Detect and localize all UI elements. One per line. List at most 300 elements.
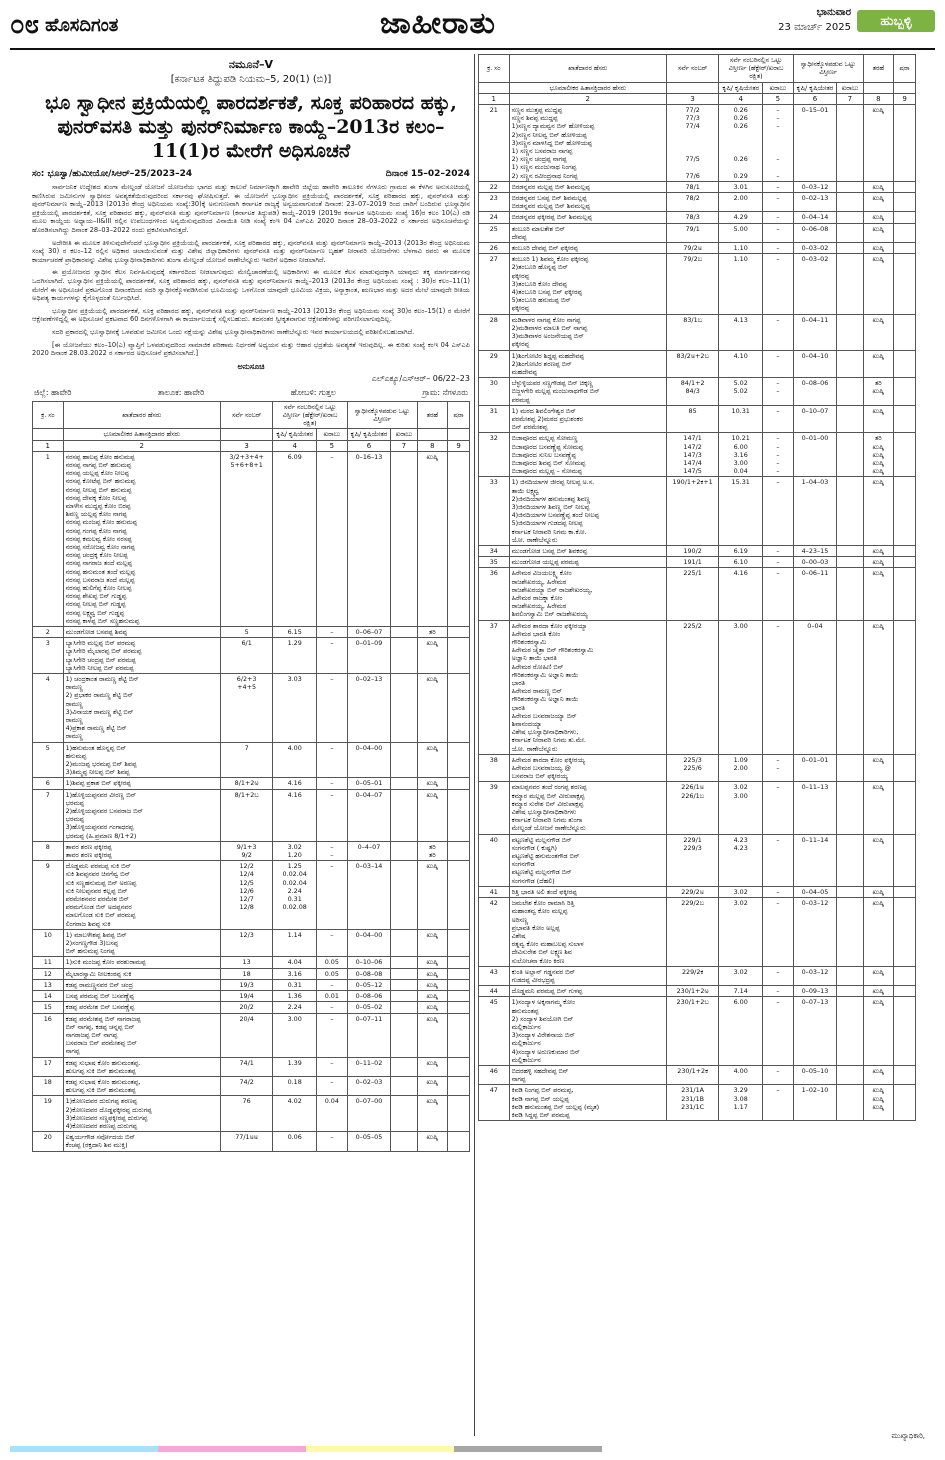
table-row (479, 405, 916, 433)
row-acquire-kharab (837, 243, 863, 254)
row-type: ಖುಷ್ಕಿ (417, 1076, 448, 1095)
row-acquire: 0–03–12 (793, 181, 837, 192)
row-sl: 35 (479, 557, 510, 568)
row-sl: 7 (33, 789, 64, 841)
col-krushi: ಕೃಷಿ/ ಕೃಷಿಯೇತರ (719, 82, 763, 93)
row-remarks (894, 314, 916, 350)
row-sl: 41 (479, 886, 510, 897)
row-acquire: 0–06–07 (347, 626, 391, 637)
row-acquire: 0–04–11 (793, 314, 837, 350)
row-remarks (894, 223, 916, 242)
row-owner: 1)ಶಿಂಗೋಟಿರ ಶಿದ್ದಪ್ಪ ಮಹದೇವಪ್ಪ 2)ಶಿಂಗೋಟಿರ ಶರಣಪ್ಪ ಬಿನ್ ಮಹದೇವಪ್ಪ (509, 350, 666, 378)
row-sl: 28 (479, 314, 510, 350)
taluk: ತಾಲೂಕ: ಹಾವೇರಿ (157, 387, 205, 397)
row-survey: 76 (220, 1096, 272, 1132)
row-remarks (894, 212, 916, 223)
row-acquire: 0–03–12 (793, 898, 837, 967)
row-kharab: – (317, 742, 348, 778)
row-area: 2.00 (719, 193, 763, 212)
row-acquire-kharab (391, 626, 417, 637)
notice-paragraph: ಸದರಿ ಪ್ರಕಾರದಲ್ಲಿ ಭೂಸ್ವಾಧೀನಕ್ಕೆ ಒಳಪಡುವ ಜಮೀನಿನ ಒಂದು ನಕ್ಷೆಯನ್ನು ವಿಶೇಷ ಭೂಸ್ವಾಧೀನಾಧಿಕಾರಿಗಳು ರಾಣೇಬೆನ್ನೂರು ಇವರ ಕಾರ್ಯಾಲಯದಲ್ಲಿ ಪರಿಶೀಲಿಸಬಹುದಾಗಿದೆ. (52, 327, 415, 336)
row-kharab: 0.05 (317, 968, 348, 979)
table-row (479, 754, 916, 782)
table-row (479, 1065, 916, 1084)
col-owner-sub: ಭೂಮಾಲೀಕರ ಹಿತಾಸಕ್ತಿದಾರರ ಹೆಸರು (509, 82, 666, 93)
row-remarks (894, 193, 916, 212)
row-owner: ಮಡಿವಾಳರ ನಾಗಪ್ಪ ಕೋಂ ನಾಗಪ್ಪ 2)ಮಡಿವಾಳರ ಮಾಲತಿ ಬಿನ್ ನಾಗಪ್ಪ 3)ಮಡಿವಾಳರ ಅಂಜನೇಯಪ್ಪ ಬಿನ್ ಫಕ್ಕೀರಪ್ಪ (509, 314, 666, 350)
table-row (479, 966, 916, 985)
row-survey: 226/1ಅ 226/1ಬ (666, 782, 718, 834)
row-acquire-kharab (837, 834, 863, 886)
row-survey: 78/2 (666, 193, 718, 212)
row-sl: 21 (479, 105, 510, 182)
row-acquire: 0–03–14 (347, 861, 391, 930)
row-area: 1.09 2.00 (719, 754, 763, 782)
row-remarks (894, 181, 916, 192)
column-number: 1 (479, 93, 510, 104)
row-remarks (448, 451, 470, 626)
column-number: 9 (448, 440, 470, 451)
row-acquire-kharab (837, 1085, 863, 1121)
row-survey: 6/2+3 +4+5 (220, 673, 272, 742)
table-row (479, 314, 916, 350)
row-area: 1.14 (273, 929, 317, 957)
row-type: ಖುಷ್ಕಿ (863, 223, 894, 242)
table-row (33, 1002, 470, 1013)
row-remarks (894, 557, 916, 568)
row-kharab: – (763, 834, 794, 886)
row-type: ಖುಷ್ಕಿ (863, 782, 894, 834)
col-survey: ಸರ್ವೆ ನಂಬರ್ (666, 55, 718, 83)
row-type: ಖುಷ್ಕಿ (417, 1096, 448, 1132)
row-type: ಖುಷ್ಕಿ (417, 957, 448, 968)
row-acquire: 0–01–00 (793, 433, 837, 477)
row-survey: 79/2ಬ (666, 254, 718, 314)
row-acquire: 0–05–05 (347, 1132, 391, 1151)
schedule-table-right (478, 54, 916, 1121)
row-type: ಖುಷ್ಕಿ (863, 1065, 894, 1084)
row-survey: 13 (220, 957, 272, 968)
column-number: 8 (417, 440, 448, 451)
row-remarks (448, 957, 470, 968)
row-area: 4.04 (273, 957, 317, 968)
col-acquire-area: ಸ್ವಾಧೀನಕ್ಕೊಳಪಡುವ ಒಟ್ಟು ವಿಸ್ತೀರ್ಣ (793, 55, 863, 83)
row-acquire: 0–05–01 (347, 778, 391, 789)
col-type: ತರಹೆ (417, 401, 448, 429)
row-owner: ತಂಬೂರಿ ಮಾಲತೇಶ ಬಿನ್ ದೇವಪ್ಪ (509, 223, 666, 242)
row-area: 3.00 (273, 1013, 317, 1057)
row-acquire-kharab (391, 979, 417, 990)
row-survey: 230/1+2ಅ (666, 986, 718, 997)
table-row (33, 991, 470, 1002)
row-sl: 33 (479, 477, 510, 546)
table-row (33, 841, 470, 860)
row-area: 1.25 0.02.04 0.02.04 2.24 0.31 0.02.08 (273, 861, 317, 930)
row-kharab: – (763, 886, 794, 897)
row-owner: ತಾವರ ಶರಣ ಫಕ್ಕೀರಪ್ಪ ತಾವರ ಶರಣ ಫಕ್ಕೀರಪ್ಪ (63, 841, 220, 860)
row-survey: 231/1A 231/1B 231/1C (666, 1085, 718, 1121)
row-kharab: – (763, 477, 794, 546)
row-acquire: 0–06–11 (793, 568, 837, 620)
row-survey: 12/2 12/4 12/5 12/6 12/7 12/8 (220, 861, 272, 930)
col-kharab: ಖರಾಬು (391, 429, 417, 440)
row-remarks (448, 638, 470, 674)
row-acquire: 0–08–08 (347, 968, 391, 979)
row-area: 3.02 (719, 966, 763, 985)
row-remarks (448, 626, 470, 637)
table-row (479, 986, 916, 997)
row-sl: 47 (479, 1085, 510, 1121)
row-acquire: 1–04–03 (793, 477, 837, 546)
row-area: 6.09 (273, 451, 317, 626)
table-row (479, 350, 916, 378)
row-acquire: 0–01–09 (347, 638, 391, 674)
issue-day: ಭಾನುವಾರ (816, 7, 851, 18)
row-remarks (894, 378, 916, 406)
row-sl: 10 (33, 929, 64, 957)
row-owner: ಬಿದರಹಳ್ಳಿ ಸಹದೇವಪ್ಪ ಬಿನ್ ನಾಗಪ್ಪ (509, 1065, 666, 1084)
row-type: ಖುಷ್ಕಿ (863, 243, 894, 254)
row-owner: ಸಣ್ಣನ ಮುತ್ತಪ್ಪ ಮುದ್ದಪ್ಪ ಸಣ್ಣನ ಶಿವಪ್ಪ ಮುದ್ದಪ್ಪ 1)ಸಣ್ಣನ ದ್ಯಾಮವ್ವನ ಬಿನ್ ಹೋಳಿಯಪ್ಪ 2)ಸಣ್ಣನ ನೀಲವ್ವ ಬಿನ್ ಹೋಳಿಯಪ್ಪ 3)ಸಣ್ಣನ ಮಾಳಸಿದ್ದ ಬಿನ್ ಹೋಳಿಯಪ್ಪ 1) ಸಣ್ಣನ ಬಸವರಾಜ ನಾಗಪ್ಪ 2) ಸಣ್ಣನ ಚಂದ್ರಪ್ಪ ನಾಗಪ್ಪ 1) ಸಣ್ಣನ ಮಂಜುನಾಥ ನಿಂಗಪ್ಪ 2) ಸಣ್ಣನ ರವೀಂದ್ರನಾಥ ನಿಂಗಪ್ಪ (509, 105, 666, 182)
row-kharab: – (317, 1076, 348, 1095)
row-survey: 18 (220, 968, 272, 979)
row-area: 4.10 (719, 350, 763, 378)
row-owner: 1)ಹೊಳ್ಳಿಯಪ್ಪನವರ ವೀರಣ್ಣ ಬಿನ್ ಭರಮಪ್ಪ 2)ಹೊಳ್ಳಿಯಪ್ಪನವರ ಬಸವರಾಜ ಬಿನ್ ಭರಮಪ್ಪ 3)ಹೊಳ್ಳಿಯಪ್ಪನವರ ಗಂಗಾಧರಪ್ಪ ಭರಮಪ್ಪ (ಹಿ.ಪ್ರಮಾಣ 8/1+2) (63, 789, 220, 841)
row-area: 5.02 5.02 (719, 378, 763, 406)
table-row (479, 193, 916, 212)
row-survey: 9/1+3 9/2 (220, 841, 272, 860)
row-type: ಖುಷ್ಕಿ (417, 929, 448, 957)
row-area: 4.16 (273, 778, 317, 789)
row-area: 3.02 3.00 (719, 782, 763, 834)
row-sl: 36 (479, 568, 510, 620)
row-area: 6.00 (719, 997, 763, 1066)
row-kharab: – (317, 626, 348, 637)
col-owner: ಖಾತೆದಾರರ ಹೆಸರು (509, 55, 666, 83)
row-area: 5.00 (719, 223, 763, 242)
row-type: ಖುಷ್ಕಿ (417, 1002, 448, 1013)
row-acquire: 0–01–01 (793, 754, 837, 782)
row-remarks (448, 1132, 470, 1151)
row-acquire: 0–11–14 (793, 834, 837, 886)
row-acquire: 0–02–03 (347, 1076, 391, 1095)
col-krushi: ಕೃಷಿ/ ಕೃಷಿಯೇತರ (347, 429, 391, 440)
column-number: 6 (347, 440, 391, 451)
table-row (479, 557, 916, 568)
row-type: ಖುಷ್ಕಿ (863, 314, 894, 350)
row-area: 6.10 (719, 557, 763, 568)
row-acquire-kharab (391, 861, 417, 930)
row-type: ಖುಷ್ಕಿ (417, 673, 448, 742)
row-owner: ಬಿರಡನ್ನವರ ಮಲ್ಲಪ್ಪ ಬಿನ್ ಶಿವಮಲ್ಲಪ್ಪ (509, 181, 666, 192)
row-owner: ಹಿರೇಮಠ ಶಾರದಾ ಕೋಂ ಫಕ್ಕೀರಯ್ಯಾ ಹಿರೇಮಠ ಭಾರತಿ ಕೋಂ ಗೌರಿಶಂಕರಸ್ವಾಮಿ ಹಿರೇಮಠ ಚೈತ್ರಾ ಬಿನ್ ಗೌರಿಶಂಕರಸ್ವಾಮಿ ಅಜ್ಞಾನಿ ತಾಯಿ ಭಾರತಿ ಹಿರೇಮಠ ರೋಹಿಣಿ ಬಿನ್ ಗೌರಿಶಂಕರಸ್ವಾಮಿ ಅಜ್ಞಾನಿ ತಾಯಿ ಭಾರತಿ ಹಿರೇಮಠ ರಾಮಣ್ಣ ಬಿನ್ ಗೌರಿಶಂಕರಸ್ವಾಮಿ ಅಜ್ಞಾನಿ ತಾಯಿ ಭಾರತಿ ಹಿರೇಮಠ ಬಸವರಾಜಯ್ಯಾ ಬಿನ್ ಶಿವಾನಂದಯ್ಯಾ ವಿಶೇಷ ಭೂಸ್ವಾಧೀನಾಧಿಕಾರಿಗಳು, ಕರ್ನಾಟಕ ನೀರಾವರಿ ನಿಗಮ ತು.ಮೇ. ಯೋ. ರಾಣೇಬೆನ್ನೂರು (509, 620, 666, 754)
table-row (479, 254, 916, 314)
row-kharab: – (317, 929, 348, 957)
row-owner: ಐಶ್ವರ್ಯಗೌಡ ಸರ್ವೋದಯ ಬಿನ್ ಕೆಂಚಪ್ಪ (ರಕ್ತದಾನಿ ಶಿವ ಮುಕ್ತಿ) (63, 1132, 220, 1151)
column-number: 3 (666, 93, 718, 104)
row-acquire-kharab (837, 105, 863, 182)
column-number: 4 (273, 440, 317, 451)
row-kharab: – (763, 193, 794, 212)
row-acquire: 0–4–07 (347, 841, 391, 860)
row-type: ಖುಷ್ಕಿ (417, 638, 448, 674)
row-remarks (894, 254, 916, 314)
table-row (33, 673, 470, 742)
row-sl: 20 (33, 1132, 64, 1151)
footer-signature: ಮುಖ್ಯಾಧಿಕಾರಿ, (891, 1432, 925, 1440)
row-acquire: 0–09–13 (793, 986, 837, 997)
row-remarks (894, 433, 916, 477)
col-owner: ಖಾತೆದಾರರ ಹೆಸರು (63, 401, 220, 429)
table-row (479, 997, 916, 1066)
row-area: 10.21 6.00 3.16 3.00 0.04 (719, 433, 763, 477)
table-row (479, 886, 916, 897)
row-kharab: – (763, 986, 794, 997)
row-area: 4.00 (273, 742, 317, 778)
row-acquire: 0–10–07 (793, 405, 837, 433)
row-owner: ಕುಂತಿ ಅಲ್ಲಾನ್ ಗಡ್ಡನವರ ಬಿನ್ ಗುಡದಪ್ಪ ವೀರಭದ್ರಪ್ಪ (509, 966, 666, 985)
table-row (33, 742, 470, 778)
row-survey: 19/4 (220, 991, 272, 1002)
row-kharab: – (763, 557, 794, 568)
row-sl: 39 (479, 782, 510, 834)
col-remarks: ಷರಾ (894, 55, 916, 83)
row-acquire: 0–00–03 (793, 557, 837, 568)
row-remarks (448, 841, 470, 860)
row-survey: 83/1ಬ (666, 314, 718, 350)
row-kharab: – – – – – (763, 105, 794, 182)
row-remarks (894, 1065, 916, 1084)
row-acquire: 0–04–00 (347, 742, 391, 778)
reference-date: ದಿನಾಂಕ 15–02–2024 (385, 169, 470, 179)
row-remarks (448, 861, 470, 930)
row-type: ಖುಷ್ಕಿ (863, 966, 894, 985)
row-acquire-kharab (391, 1002, 417, 1013)
row-survey: 78/3 (666, 212, 718, 223)
row-owner: ಬ್ಯಾಸಿಗೇರಿ ಮಲ್ಲಪ್ಪ ಬಿನ್ ಪರಮಪ್ಪ ಬ್ಯಾಸಿಗೇರಿ ಮೈಲಾರಪ್ಪ ಬಿನ್ ಪರಮಪ್ಪ ಬ್ಯಾಸಿಗೇರಿ ಚಂದ್ರಪ್ಪ ಬಿನ್ ಪರಮಪ್ಪ ಬ್ಯಾಸಿಗೇರಿ ನೀಲಪ್ಪ ಬಿನ್ ಪರಮಪ್ಪ (63, 638, 220, 674)
col-krushi: ಕೃಷಿ/ ಕೃಷಿಯೇತರ (273, 429, 317, 440)
row-acquire: 0–08–06 (793, 378, 837, 406)
row-acquire: 0–04–00 (347, 929, 391, 957)
row-acquire-kharab (391, 778, 417, 789)
row-owner: ದೊಡ್ಡಮನಿ ಪರಮಪ್ಪ ಸುಕಿ ಬಿನ್ ಸುಕಿ ಶಿವಪ್ಪನವರ ಚಿನಗೆವ್ವ ಬಿನ್ ಸುಕಿ ಸಣ್ಣಹನುಮಪ್ಪ ಬಿನ್ ಅರಣಪ್ಪ ಸುಕಿ ನೀಲಪ್ಪನವರ ಕಲ್ಲಪ್ಪ ಬಿನ್ ಪರಮೇಶನವರ ಪರಮೇಶ ಬಿನ್ ಪರಮಗೊಂಡ ಬಿನ್ ಅದಪ್ಪನವರ ಮಾಲಗೊಂಡ ಸುಕಿ ಬಿನ್ ಪರಮಪ್ಪ ಲಿಂಗರಾಜ ಶಿವಪ್ಪ ಸುಕಿ (63, 861, 220, 930)
notice-paragraph: [ಈ ಯೋಜನೆಯು ಕಲಂ–10(ಎ) ವ್ಯಾಪ್ತಿಗೆ ಒಳಪಡುವುದರಿಂದ ಸಾಮಾಜಿಕ ಪರಿಣಾಮ ನಿರ್ಧರಣೆ ಅಧ್ಯಯನ ಮತ್ತು ಆಹಾರ ಭದ್ರತೆಯ ಅವಶ್ಯಕತೆ ಇರುವುದಿಲ್ಲ. ಈ ಕುರಿತು ಸಂಖ್ಯೆ ಕಂಇ 04 ಎಸ್‌ಎಪಿ 2020 ದಿನಾಂಕ 28.03.2022 ರ ಸರ್ಕಾರದ ಅಧಿಸೂಚನೆ ಪ್ರಕಟಿಸಲಾಗಿದೆ.] (32, 340, 470, 358)
row-owner: ಮುಂಡಗೋಡ ಬಸವಪ್ಪ ಶಿವಪ್ಪ (63, 626, 220, 637)
col-remarks: ಷರಾ (448, 401, 470, 429)
table-row (33, 638, 470, 674)
row-kharab: – – – – – (763, 433, 794, 477)
row-remarks (894, 986, 916, 997)
row-sl: 2 (33, 626, 64, 637)
row-remarks (894, 886, 916, 897)
row-remarks (448, 1076, 470, 1095)
column-number: 6 (793, 93, 837, 104)
row-acquire-kharab (837, 1065, 863, 1084)
row-acquire: 0–05–12 (347, 979, 391, 990)
row-acquire-kharab (837, 212, 863, 223)
right-column (478, 54, 916, 1121)
row-sl: 8 (33, 841, 64, 860)
col-krushi: ಕೃಷಿ/ ಕೃಷಿಯೇತರ (793, 82, 837, 93)
notice-paragraph: ಸಾರ್ವಜನಿಕ ಉದ್ದೇಶದ ತುಂಗಾ ಮೇಲ್ದಂಡೆ ಯೋಜನೆ ಯೋಜನೆಯ ಭಾಗದ ಮತ್ತು ಕಾಲುವೆ ನಿರ್ಮಾಣಕ್ಕಾಗಿ ಹಾವೇರಿ ಜಿಲ್ಲೆಯ ಹಾವೇರಿ ತಾಲೂಕಿನ ನೆಗಳೂರು ಗ್ರಾಮದ ಈ ಕೆಳಗಿನ ಅನುಸೂಚಿಯಲ್ಲಿ ಕಾಣಿಸಿರುವ ಜಮೀನುಗಳ ಸ್ವಾಧೀನದ ಅವಶ್ಯಕತೆಯಿರುವುದರಿಂದ ಸರ್ಕಾರವು ಘೋಷಿಸುತ್ತದೆ. ಈ ಯೋಜನೆಗೆ ಭೂಸ್ವಾಧೀನ ಪ್ರಕ್ರಿಯೆಯಲ್ಲಿ ಪಾರದರ್ಶಕತೆ, ಸೂಕ್ತ ಪರಿಹಾರದ ಹಕ್ಕು, ಪುನರ್‌ವಸತಿ ಮತ್ತು ಪುನರ್‌ನಿರ್ಮಾಣ ಕಾಯ್ದೆ–2013 (2013ರ ಕೇಂದ್ರ ಅಧಿನಿಯಮ ಸಂಖ್ಯೆ:30)ಕ್ಕೆ ಅನುಗುಣವಾಗಿ ಕರ್ನಾಟಕ ರಾಜ್ಯಕ್ಕೆ ಅನ್ವಯವಾಗುವಂತೆ ದಿನಾಂಕ: 23–07–2019 ರಿಂದ ಜಾರಿಗೆ ಬಂದಿರುವ ಭೂಸ್ವಾಧೀನ ಪ್ರಕ್ರಿಯೆಯಲ್ಲಿ ಪಾರದರ್ಶಕತೆ, ಸೂಕ್ತ ಪರಿಹಾರದ ಹಕ್ಕು, ಪುನರ್‌ವಸತಿ ಮತ್ತು ಪುನರ್‌ನಿರ್ಮಾಣ (ಕರ್ನಾಟಕ ತಿದ್ದುಪಡಿ) ಕಾಯ್ದೆ–2019 (2019ರ ಕರ್ನಾಟಕ ಅಧಿನಿಯಮ ಸಂಖ್ಯೆ 16)ರ ಕಲಂ 10(ಎ) ರಡಿ ಮೂಲ ಕಾಯ್ದೆಯ ಅಧ್ಯಾಯ–II&III ರಲ್ಲಿನ ಉಪಬಂಧಗಳಿಂದ ಅನ್ವಯಿಸುವುದರಿಂದ ವಿನಾಯಿತಿ ನೀಡಿ ಸಂಖ್ಯೆ ಕಂಇ 04 ಎಸ್‌ಎಪಿ 2020 ದಿನಾಂಕ 28–03–2022 ರ ಸರ್ಕಾರದ ಅಧಿಸೂಚನೆಯನ್ನು ಹೊರಡಿಸಲಾಗಿದ್ದು ದಿನಾಂಕ 28–03–2022 ರಂದು ಪ್ರಕಟಿಸಲಾಗಿರುತ್ತದೆ. (32, 183, 470, 234)
row-owner: ಮಾಲಪ್ಪನವರ ತಂದೆ ರಂಗಪ್ಪ ಶರಣಪ್ಪ ಕಮ್ಮಾರ ಮಲ್ಲಪ್ಪ ಬಿನ್ ವೀರುಪಾಕ್ಷಪ್ಪ ಕಮ್ಮಾರ ಸುರೇಶ ಬಿನ್ ವೀರುಪಾಕ್ಷಪ್ಪ ವಿಶೇಷ ಭೂಸ್ವಾಧೀನಾಧಿಕಾರಿಗಳು ಕರ್ನಾಟಕ ನೀರಾವರಿ ನಿಗಮ ತುಂಗಾ ಮೇಲ್ದಂಡೆ ಯೋಜನೆ ರಾಣೇಬೆನ್ನೂರು (509, 782, 666, 834)
row-survey: 225/3 225/6 (666, 754, 718, 782)
notice-headline: ಭೂ ಸ್ವಾಧೀನ ಪ್ರಕ್ರಿಯೆಯಲ್ಲಿ ಪಾರದರ್ಶಕತೆ, ಸೂಕ್ತ ಪರಿಹಾರದ ಹಕ್ಕು, ಪುನರ್‌ವಸತಿ ಮತ್ತು ಪುನರ್‌ನಿರ್ಮಾಣ ಕಾಯ್ದೆ–2013ರ ಕಲಂ–11(1)ರ ಮೇರೆಗೆ ಅಧಿಸೂಚನೆ (45, 92, 457, 162)
row-acquire: 0–04–07 (347, 789, 391, 841)
row-owner: ಮುಂಡಗೋಡ ಯಲ್ಲಪ್ಪ ಪರಮಪ್ಪ (509, 557, 666, 568)
column-number: 9 (894, 93, 916, 104)
row-survey: 77/1ಅಅ (220, 1132, 272, 1151)
row-kharab: – (763, 898, 794, 967)
row-sl: 12 (33, 968, 64, 979)
row-survey: 5 (220, 626, 272, 637)
row-acquire-kharab (837, 254, 863, 314)
row-area: 3.03 (273, 673, 317, 742)
row-kharab: – (317, 1132, 348, 1151)
row-owner: ಕಡಪ್ಪ ರಾಮಣ್ಣನವರ ಬಿನ್ ಚಂದ್ರ (63, 979, 220, 990)
row-type: ಖುಷ್ಕಿ (417, 991, 448, 1002)
row-acquire: 0–03–02 (793, 254, 837, 314)
row-acquire: 0–16–13 (347, 451, 391, 626)
column-number: 7 (837, 93, 863, 104)
row-kharab: – (763, 568, 794, 620)
row-type: ಖುಷ್ಕಿ (417, 1057, 448, 1076)
schedule-reference: ಎಲ್‌ಎಕ್ಯೂ/ಎಸ್‌ಆರ್– 06/22–23 (371, 373, 470, 383)
row-acquire-kharab (837, 966, 863, 985)
row-sl: 1 (33, 451, 64, 626)
row-sl: 31 (479, 405, 510, 433)
table-row (33, 1057, 470, 1076)
row-area: 15.31 (719, 477, 763, 546)
row-remarks (894, 966, 916, 985)
row-acquire: 0–07–13 (793, 997, 837, 1066)
table-row (479, 212, 916, 223)
row-type: ಖುಷ್ಕಿ ಖುಷ್ಕಿ ಖುಷ್ಕಿ (863, 1085, 894, 1121)
row-area: 3.16 (273, 968, 317, 979)
table-row (479, 378, 916, 406)
schedule-label: ಅನುಸೂಚಿ (237, 361, 265, 371)
row-remarks (894, 834, 916, 886)
row-survey: 78/1 (666, 181, 718, 192)
row-acquire: 0–10–06 (347, 957, 391, 968)
row-kharab: – (317, 1057, 348, 1076)
row-remarks (448, 742, 470, 778)
row-kharab: – (763, 405, 794, 433)
row-type: ಖುಷ್ಕಿ (863, 886, 894, 897)
row-acquire-kharab (391, 673, 417, 742)
row-kharab: – (763, 350, 794, 378)
row-sl: 19 (33, 1096, 64, 1132)
table-row (33, 968, 470, 979)
row-area: 3.29 3.08 1.17 (719, 1085, 763, 1121)
row-acquire-kharab (391, 841, 417, 860)
table-row (33, 957, 470, 968)
col-acquire-area: ಸ್ವಾಧೀನಕ್ಕೊಳಪಡುವ ಒಟ್ಟು ವಿಸ್ತೀರ್ಣ (347, 401, 417, 429)
row-type: ಖುಷ್ಕಿ (417, 1013, 448, 1057)
row-area: 4.02 (273, 1096, 317, 1132)
row-sl: 42 (479, 898, 510, 967)
row-acquire-kharab (837, 223, 863, 242)
row-acquire: 0–07–11 (347, 1013, 391, 1057)
row-owner: ಬಿಜಾಪೂರದ ಮಲ್ಲಪ್ಪ ಸೋಮಣ್ಣ ಬಿಜಾಪೂರದ ಬಸವಣ್ಣೆಪ್ಪ ಸೋಮಪ್ಪ ಬಿಜಾಪೂರದ ಸುನಿಲ ಬಸವಣ್ಣೆಪ್ಪ ಬಿಜಾಪೂರದ ಶಿವಪ್ಪ ಬಿನ್ ಸೋಮಪ್ಪ ಬಿಜಾಪೂರದ ಮಲ್ಲಪ್ಪ – ಸೋಮಪ್ಪ (509, 433, 666, 477)
row-survey: 20/4 (220, 1013, 272, 1057)
row-owner: ಕಡಪ್ಪ ಪರಮೇಶ ಬಿನ್ ಬಸವಣ್ಣೆಪ್ಪ (63, 1002, 220, 1013)
row-owner: 1)ಸಂದ್ಯಾಳ ಅಕ್ಕನಾಗಮ್ಮ ಕೋಂ ಹನುಮಂತಪ್ಪ 2) ಸಂದ್ಯಾಳ ಶಿವಯೋಗಿ ಬಿನ್ ಮಲ್ಲಿಕಾರ್ಜುನ 3)ಸಂದ್ಯಾಳ ವಿರೇಶನಾಯ ಬಿನ್ ಮಲ್ಲಿಕಾರ್ಜುನ 4)ಸಂದ್ಯಾಳ ಅರುಣಕುಮಾರ ಬಿನ್ ಮಲ್ಲಿಕಾರ್ಜುನ (509, 997, 666, 1066)
row-owner: ಬಸಪ್ಪ ಪರಮಪ್ಪ ಬಿನ್ ಬಸವಣ್ಣೆಪ್ಪ (63, 991, 220, 1002)
row-sl: 27 (479, 254, 510, 314)
row-sl: 23 (479, 193, 510, 212)
table-row (33, 1132, 470, 1151)
row-kharab: – (317, 1013, 348, 1057)
row-survey: 191/1 (666, 557, 718, 568)
issue-date: 23 ಮಾರ್ಚ್ 2025 (778, 22, 851, 33)
row-acquire-kharab (391, 742, 417, 778)
row-area: 2.24 (273, 1002, 317, 1013)
row-survey: 229/2ಅ (666, 886, 718, 897)
row-type: ಖುಷ್ಕಿ (417, 789, 448, 841)
row-remarks (448, 789, 470, 841)
row-area: 4.00 (719, 1065, 763, 1084)
row-acquire-kharab (837, 405, 863, 433)
row-acquire-kharab (837, 193, 863, 212)
row-owner: 1) ಚಂದ್ರಕಾಂತ ರಾಮಣ್ಣ ಶೆಟ್ಟಿ ಬಿನ್ ರಾಮಣ್ಣ 2) ಪ್ರಭಾಕರ ರಾಮಣ್ಣ ಶೆಟ್ಟಿ ಬಿನ್ ರಾಮಣ್ಣ 3)ವಿನಾಯಕ ರಾಮಣ್ಣ ಶೆಟ್ಟಿ ಬಿನ್ ರಾಮಣ್ಣ 4)ಪ್ರಕಾಶ ರಾಮಣ್ಣ ಶೆಟ್ಟಿ ಬಿನ್ ರಾಮಣ್ಣ (63, 673, 220, 742)
row-type: ಖುಷ್ಕಿ (417, 979, 448, 990)
masthead (10, 4, 935, 48)
row-remarks (894, 105, 916, 182)
row-type: ಖುಷ್ಕಿ (863, 898, 894, 967)
row-sl: 16 (33, 1013, 64, 1057)
row-owner: ಪಟ್ಟಣಶೆಟ್ಟಿ ಮಲ್ಲನಗೌಡ ಬಿನ್ ಸಂಗನಗೌಡ ( ಕುಷ್ಟಗಿ) ಪಟ್ಟಣಶೆಟ್ಟಿ ಹನುಮಂತಗೌಡ ಬಿನ್ ಸಂಗನಗೌಡ ಪಟ್ಟಣಶೆಟ್ಟಿ ಮಲ್ಲನಗೌಡ ಬಿನ್ ಸಂಗನಗೌಡ (ದೆಹಲಿ) (509, 834, 666, 886)
row-sl: 32 (479, 433, 510, 477)
column-number: 5 (317, 440, 348, 451)
row-survey: 85 (666, 405, 718, 433)
row-kharab: – (317, 638, 348, 674)
row-owner: ಜಮಲೇಶ ಕೋಂ ರಾಮಾಸಿ ರಿತ್ತಿ ಮಹಾಂತವ್ವ ಕೋಂ ಮಲ್ಲಪ್ಪ ಅರಿಸಣ್ಣ ಪ್ರಭಾವತಿ ಕೋಂ ಅಲ್ಲಪ್ಪ ವಿಶೇಷ ರತ್ನವ್ವ ಕೋಂ ಮಹಾಬಲಪ್ಪ ಸುಲಾಳ ದೇವಿಸುರೇಶ ಬಿನ್ ಲಕ್ಷ್ಮಣ ಶಿವ ಸುಲೋಚನಾ ಕೋಂ ಕಿರಣ (509, 898, 666, 967)
row-survey: 230/1+2ಕ (666, 1065, 718, 1084)
row-type: ಖುಷ್ಕಿ (863, 834, 894, 886)
row-kharab: – (317, 861, 348, 930)
row-kharab: – (763, 243, 794, 254)
row-area: 3.00 (719, 620, 763, 754)
column-number: 1 (33, 440, 64, 451)
row-type: ಖುಷ್ಕಿ (863, 254, 894, 314)
row-type: ಖುಷ್ಕಿ (863, 754, 894, 782)
row-acquire-kharab (837, 433, 863, 477)
row-kharab: – (763, 966, 794, 985)
row-type: ತರಿ ತರಿ (417, 841, 448, 860)
column-number: 3 (220, 440, 272, 451)
row-area: 1.10 (719, 243, 763, 254)
row-acquire: 0–04–05 (793, 886, 837, 897)
row-sl: 5 (33, 742, 64, 778)
row-acquire: 4–23–15 (793, 545, 837, 556)
row-area: 1.10 (719, 254, 763, 314)
row-type: ಖುಷ್ಕಿ (417, 451, 448, 626)
row-acquire: 0–07–00 (347, 1096, 391, 1132)
masthead-rule (10, 48, 935, 50)
row-area: 7.14 (719, 986, 763, 997)
row-area: 6.19 (719, 545, 763, 556)
row-acquire: 0–04–14 (793, 212, 837, 223)
col-kharab: ಖರಾಬು (837, 82, 863, 93)
row-survey: 77/2 77/3 77/4 77/5 77/6 (666, 105, 718, 182)
col-kharab: ಖರಾಬು (317, 429, 348, 440)
row-acquire: 0–15–01 (793, 105, 837, 182)
row-survey: 7 (220, 742, 272, 778)
row-sl: 34 (479, 545, 510, 556)
row-type: ಖುಷ್ಕಿ (863, 568, 894, 620)
row-sl: 22 (479, 181, 510, 192)
